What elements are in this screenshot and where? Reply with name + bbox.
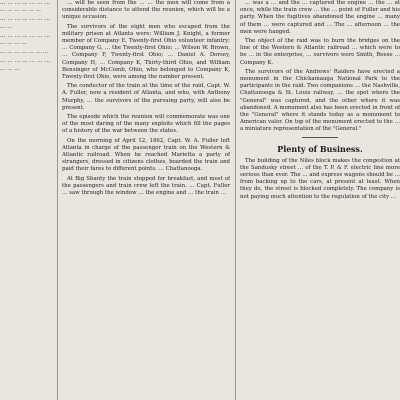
middle-column [62,0,230,400]
right-column [240,0,400,400]
column-rule [235,0,236,400]
paragraph: At Big Shanty the train stopped for breakfast, and most of the passengers and train crew left the train. … Capt. Fuller … saw through the window … the engine and … the train … [62,175,230,197]
paragraph: … … … … … … … [0,49,49,56]
paragraph: The object of the raid was to burn the bridges on the line of the Western & Atlantic railroad … which were to be … in the enterprise, … survivors were Smith, Reese … Company K. [240,38,400,66]
left-column [0,0,50,400]
paragraph: The episode which the reunion will commemorate was one of the most daring of the many exploits which fill the pages of a history of the war between the states. [62,114,230,135]
section-divider [302,137,338,138]
paragraph: … will be seen from the … … the men will come from a considerable distance to attend the reunion, which will be a unique occasion. [62,0,230,21]
paragraph: The survivors of the eight men who escaped from the military prison at Atlanta were: William J. Knight, a former member of Company E, Twenty-first Ohio volunteer infantry; … Company G, … the Twenty-first Ohio; … Wilson W. Brown, … Company F, Twenty-first Ohio; … Daniel A. Dorsey, Company H, … Company K, Thirty-third Ohio, and William Bensinger of McComb, Ohio, who belonged to Company K, Twenty-first Ohio, were among the number present. [62,23,230,81]
paragraph: … was a … and the … captured the engine … the … at once, while the train crew … the … point of Fuller and his party. When the fugitives abandoned the engine … many of them … were captured and … The … afternoon … the men were hanged. [240,0,400,35]
paragraph: On the morning of April 12, 1862, Capt. W. A. Fuller left Atlanta in charge of the passenger train on the Western & Atlantic railroad. When he reached Marietta a party of strangers, dressed in citizens clothes, boarded the train and paid their fares to different points. … Chattanooga. [62,137,230,173]
paragraph: … … … … … … … … … … … … … [0,0,50,14]
paragraph: The building of the Niles block makes the congestion at the Sandusky street … of the T. P. & F. electric line more serious than ever. The … and express wagons should be … from backing up to the cars, at present at least. When they do, the street is blocked completely. The company is not paying much attention to the regulation of the city … [240,157,400,200]
paragraph: The conductor of the train at the time of the raid, Capt. W. A. Fuller, now a resident of Atlanta, and who, with Anthony Murphy, … the survivors of the pursuing party, will also be present. [62,83,230,111]
article-headline: Plenty of Business. [277,143,363,154]
paragraph: … … … … … … … … … … … [0,32,50,47]
paragraph: … … … … … … … … … [0,16,50,30]
column-rule [57,0,58,400]
paragraph: … … … … … … … … … … [0,58,50,72]
paragraph: The survivors of the Andrews' Raiders have erected a monument in the Chickamauga National Park to the participants in the raid. Two companions … the Nashville, Chattanooga & St. Louis railway, … the spot where the "General" was captured, and the other where it was abandoned. A monument also has been erected in front of the "General" where it stands today as a monument to American valor. On top of the monument erected to the … a miniature representation of the "General." [240,68,400,133]
